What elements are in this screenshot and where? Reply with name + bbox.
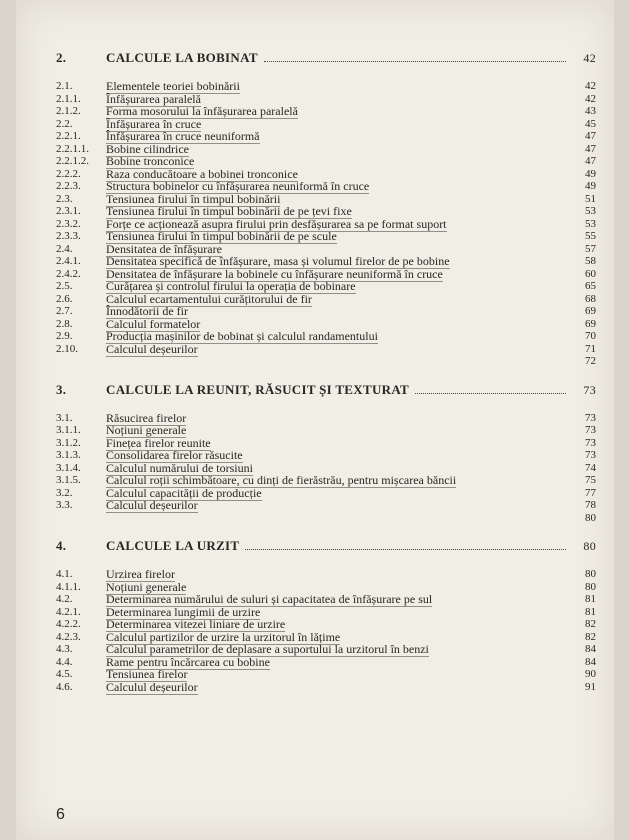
page-number: 6: [56, 806, 65, 823]
entry-text: [106, 180, 572, 193]
entry-number: 4.1.1.: [56, 580, 81, 593]
entry-text: [106, 155, 572, 168]
entry-number: 2.1.: [56, 80, 73, 92]
section-end-page: [56, 355, 596, 368]
entry-number: 2.4.1.: [56, 255, 81, 267]
entry-number: 3.1.3.: [56, 449, 81, 461]
entry-text: [106, 80, 572, 93]
toc-entry: [56, 668, 596, 681]
entry-number: 2.8.: [56, 317, 73, 330]
entry-title: Înfășurarea în cruce: [106, 116, 202, 131]
entry-number: 2.6.: [56, 292, 73, 305]
chapter-heading: [56, 538, 596, 558]
entry-title: Tensiunea firului în timpul bobinării de pe scule: [106, 229, 337, 243]
entry-title: Răsucirea firelor: [106, 410, 187, 425]
entry-number: 2.5.: [56, 280, 73, 292]
entry-title: Determinarea lungimii de urzire: [106, 604, 261, 619]
entry-title: Calculul formatelor: [106, 316, 201, 331]
entry-page: 73: [585, 436, 596, 449]
entry-number: 2.2.1.2.: [56, 155, 89, 167]
entry-number: 4.2.: [56, 593, 73, 605]
entry-page: 53: [585, 217, 596, 230]
entry-page: 80: [585, 580, 596, 593]
entry-title: Calculul partizilor de urzire la urzitorul în lățime: [106, 629, 341, 644]
entry-title: Înfășurarea în cruce neuniformă: [106, 129, 260, 143]
entry-text: [106, 205, 572, 218]
toc-entry: [56, 305, 596, 318]
entry-text: [106, 593, 572, 606]
toc-entry: [56, 618, 596, 631]
entry-page: 77: [585, 486, 596, 499]
entry-title: Tensiunea firului în timpul bobinării: [106, 191, 281, 206]
entry-page: 78: [585, 499, 596, 511]
entry-page: 73: [585, 449, 596, 461]
entry-number: 2.3.1.: [56, 205, 81, 217]
entry-title: Calculul capacității de producție: [106, 485, 262, 500]
entry-page: 69: [585, 317, 596, 330]
entry-title: Rame pentru încărcarea cu bobine: [106, 654, 270, 669]
dot-leader: [245, 549, 566, 550]
entry-text: [106, 681, 572, 694]
entry-page: 90: [585, 668, 596, 680]
entry-page: 47: [585, 130, 596, 142]
entry-title: Calculul roții schimbătoare, cu dinți de fierăstrău, pentru mișcarea băncii: [106, 473, 457, 487]
entry-title: Tensiunea firului în timpul bobinării de pe țevi fixe: [106, 204, 352, 218]
entry-number: 3.3.: [56, 499, 73, 511]
entry-page: 47: [585, 142, 596, 155]
chapter-number: 2.: [56, 50, 67, 65]
table-of-contents: [56, 50, 596, 693]
entry-number: 2.4.2.: [56, 267, 81, 280]
entry-page: 43: [585, 105, 596, 117]
entry-number: 4.3.: [56, 643, 73, 655]
entry-page: 81: [585, 605, 596, 618]
entry-page: 69: [585, 305, 596, 317]
toc-entry: [56, 155, 596, 168]
toc-entry: [56, 499, 596, 512]
entry-page: 80: [585, 568, 596, 580]
entry-page: 71: [585, 342, 596, 355]
entry-page: 45: [585, 117, 596, 130]
entry-page: 60: [585, 267, 596, 280]
entry-page: 55: [585, 230, 596, 242]
entry-number: 2.1.2.: [56, 105, 81, 117]
trailing-page: 72: [585, 355, 596, 367]
entry-text: [106, 130, 572, 143]
toc-entry: [56, 130, 596, 143]
entry-page: 73: [585, 424, 596, 436]
entry-title: Forma mosorului la înfășurarea paralelă: [106, 104, 298, 118]
entry-title: Bobine cilindrice: [106, 141, 189, 156]
entry-text: [106, 668, 572, 681]
toc-entry: [56, 449, 596, 462]
entry-page: 42: [585, 80, 596, 92]
entry-number: 2.3.3.: [56, 230, 81, 242]
entry-text: [106, 330, 572, 343]
entry-title: Forțe ce acționează asupra firului prin desfășurarea sa pe format suport: [106, 216, 447, 231]
entry-text: [106, 474, 572, 487]
entry-title: Calculul deșeurilor: [106, 679, 198, 694]
entry-text: [106, 255, 572, 268]
entry-number: 2.2.: [56, 117, 73, 130]
entry-text: [106, 449, 572, 462]
entry-page: 49: [585, 180, 596, 192]
entry-title: Tensiunea firelor: [106, 667, 188, 681]
chapter-title: CALCULE LA URZIT: [106, 538, 240, 553]
book-page: [16, 0, 614, 840]
entry-number: 2.7.: [56, 305, 73, 317]
chapter-heading: [56, 382, 596, 402]
entry-number: 3.1.4.: [56, 461, 81, 474]
entry-text: [106, 618, 572, 631]
entry-page: 42: [585, 92, 596, 105]
entry-title: Densitatea de înfășurare: [106, 241, 222, 256]
entry-title: Densitatea specifică de înfășurare, masa și volumul firelor de pe bobine: [106, 254, 450, 268]
toc-entry: [56, 105, 596, 118]
entry-title: Urzirea firelor: [106, 567, 175, 581]
chapter-title: CALCULE LA REUNIT, RĂSUCIT ȘI TEXTURAT: [106, 381, 410, 397]
entry-page: 91: [585, 680, 596, 693]
entry-title: Structura bobinelor cu înfășurarea neuniformă în cruce: [106, 179, 370, 193]
entry-title: Determinarea numărului de suluri și capacitatea de înfășurare pe sul: [106, 592, 433, 606]
entry-number: 4.5.: [56, 668, 73, 680]
entry-number: 2.2.1.: [56, 130, 81, 142]
chapter-page: 42: [583, 51, 596, 65]
entry-number: 3.1.1.: [56, 424, 81, 436]
section-end-page: [56, 512, 596, 525]
trailing-page: 80: [585, 511, 596, 524]
toc-entry: [56, 330, 596, 343]
dot-leader: [415, 393, 566, 394]
toc-entry: [56, 280, 596, 293]
entry-number: 4.2.2.: [56, 618, 81, 630]
entry-title: Calculul parametrilor de deplasare a suportului la urzitorul în benzi: [106, 642, 429, 656]
entry-number: 2.2.3.: [56, 180, 81, 192]
entry-text: [106, 305, 572, 318]
entry-text: [106, 424, 572, 437]
entry-title: Bobine tronconice: [106, 154, 195, 168]
entry-title: Curățarea și controlul firului la operația de bobinare: [106, 279, 356, 293]
toc-entry: [56, 643, 596, 656]
entry-number: 2.2.1.1.: [56, 142, 89, 155]
toc-entry: [56, 474, 596, 487]
entry-number: 4.2.1.: [56, 605, 81, 618]
entry-title: Calculul deșeurilor: [106, 341, 198, 356]
entry-title: Înnodătorii de fir: [106, 304, 188, 318]
entry-number: 3.2.: [56, 486, 73, 499]
chapter-heading: [56, 50, 596, 70]
entry-page: 84: [585, 643, 596, 655]
entry-page: 68: [585, 292, 596, 305]
entry-page: 58: [585, 255, 596, 267]
entry-title: Determinarea vitezei liniare de urzire: [106, 617, 286, 631]
entry-page: 75: [585, 474, 596, 486]
toc-entry: [56, 593, 596, 606]
entry-title: Finețea firelor reunite: [106, 435, 211, 450]
entry-number: 2.3.2.: [56, 217, 81, 230]
entry-page: 49: [585, 167, 596, 180]
entry-number: 2.9.: [56, 330, 73, 342]
entry-title: Calculul numărului de torsiuni: [106, 460, 253, 475]
entry-page: 57: [585, 242, 596, 255]
entry-page: 51: [585, 192, 596, 205]
entry-text: [106, 230, 572, 243]
toc-entry: [56, 568, 596, 581]
entry-number: 4.6.: [56, 680, 73, 693]
entry-text: [106, 105, 572, 118]
entry-page: 70: [585, 330, 596, 342]
toc-entry: [56, 180, 596, 193]
entry-number: 2.1.1.: [56, 92, 81, 105]
entry-title: Raza conducătoare a bobinei tronconice: [106, 166, 298, 181]
entry-page: 65: [585, 280, 596, 292]
entry-title: Calculul ecartamentului curățitorului de fir: [106, 291, 312, 306]
entry-page: 73: [585, 411, 596, 424]
entry-title: Noțiuni generale: [106, 579, 187, 594]
entry-text: [106, 643, 572, 656]
entry-text: [106, 499, 572, 512]
chapter-title: CALCULE LA BOBINAT: [106, 50, 258, 65]
entry-number: 2.3.: [56, 192, 73, 205]
entry-page: 82: [585, 630, 596, 643]
chapter-page: 73: [583, 382, 596, 397]
entry-title: Consolidarea firelor răsucite: [106, 448, 243, 462]
dot-leader: [264, 61, 566, 62]
entry-title: Elementele teoriei bobinării: [106, 79, 240, 93]
chapter-page: 80: [583, 539, 596, 553]
entry-number: 2.10.: [56, 342, 78, 355]
entry-title: Noțiuni generale: [106, 423, 187, 437]
entry-title: Densitatea de înfășurare la bobinele cu înfășurare neuniformă în cruce: [106, 266, 443, 281]
entry-number: 4.4.: [56, 655, 73, 668]
entry-page: 82: [585, 618, 596, 630]
entry-number: 2.4.: [56, 242, 73, 255]
entry-number: 3.1.: [56, 411, 73, 424]
toc-entry: [56, 424, 596, 437]
entry-title: Producția mașinilor de bobinat și calculul randamentului: [106, 329, 378, 343]
toc-entry: [56, 230, 596, 243]
entry-text: [106, 568, 572, 581]
chapter-number: 3.: [56, 381, 67, 397]
entry-number: 2.2.2.: [56, 167, 81, 180]
entry-number: 3.1.2.: [56, 436, 81, 449]
entry-page: 74: [585, 461, 596, 474]
entry-text: [106, 280, 572, 293]
entry-page: 84: [585, 655, 596, 668]
toc-entry: [56, 80, 596, 93]
entry-number: 3.1.5.: [56, 474, 81, 486]
entry-page: 53: [585, 205, 596, 217]
toc-entry: [56, 255, 596, 268]
entry-page: 47: [585, 155, 596, 167]
toc-entry: [56, 205, 596, 218]
toc-entry: [56, 681, 596, 694]
entry-title: Calculul deșeurilor: [106, 498, 198, 512]
entry-title: Înfășurarea paralelă: [106, 91, 201, 106]
entry-text: [106, 343, 572, 356]
entry-number: 4.2.3.: [56, 630, 81, 643]
entry-page: 81: [585, 593, 596, 605]
chapter-number: 4.: [56, 538, 67, 553]
toc-entry: [56, 343, 596, 356]
entry-number: 4.1.: [56, 568, 73, 580]
